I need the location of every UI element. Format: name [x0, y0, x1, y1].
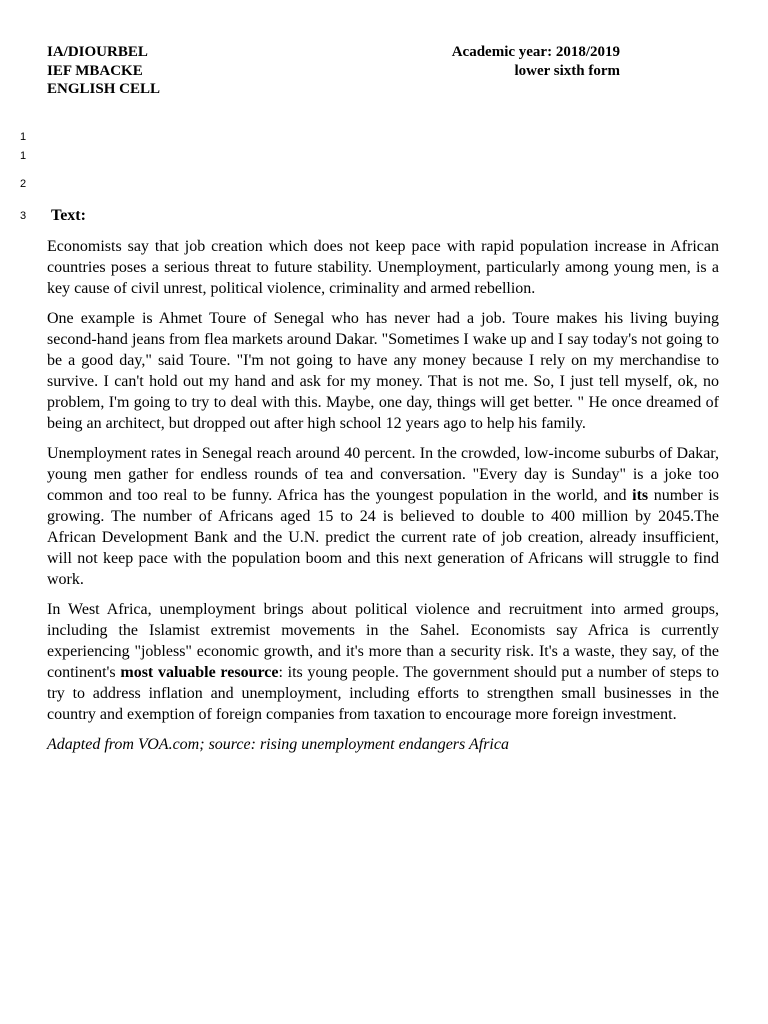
header-inspection-academy: IA/DIOURBEL [47, 44, 148, 60]
header-ief: IEF MBACKE [47, 62, 143, 79]
margin-number: 1 [20, 131, 27, 143]
paragraph-4-text: In West Africa, unemployment brings about political violence and recruitment into armed groups, including the Islamist extremist movements in the Sahel. Economists say Africa is currently experiencing "jobless" economic growth, and it's more than a security risk. It's a waste, they say, of the continent's [47, 601, 719, 681]
text-label: Text: [51, 207, 86, 224]
header-cell: ENGLISH CELL [47, 81, 160, 97]
header-right [452, 43, 620, 80]
header-academic-year: Academic year: 2018/2019 [451, 44, 620, 60]
margin-number: 2 [20, 178, 27, 190]
reading-passage [47, 236, 719, 764]
margin-number: 3 [20, 210, 27, 222]
paragraph-3-text: Unemployment rates in Senegal reach around 40 percent. In the crowded, low-income suburbs of Dakar, young men gather for endless rounds of tea and conversation. "Every day is Sunday" is a joke too common and too real to be funny. Africa has the youngest population in the world, and [47, 445, 719, 504]
paragraph-4 [47, 599, 719, 725]
paragraph-4-text: : its young people. The government should put a number of steps to try to address inflation and unemployment, including efforts to strengthen small businesses in the country and exemption of foreign companies from taxation to encourage more foreign investment. [47, 664, 719, 723]
source-citation: Adapted from VOA.com; source: rising unemployment endangers Africa [47, 736, 509, 753]
margin-number: 1 [20, 150, 27, 162]
paragraph-4-bold: most valuable resource [120, 664, 279, 681]
paragraph-3 [47, 443, 719, 590]
header-class: lower sixth form [514, 62, 620, 79]
paragraph-3-text: number is growing. The number of Africans aged 15 to 24 is believed to double to 400 million by 2045.The African Development Bank and the U.N. predict the current rate of job creation, already insufficient, will not keep pace with the population boom and this next generation of Africans will struggle to find work. [47, 487, 719, 588]
header-left [47, 43, 160, 99]
paragraph-3-bold: its [632, 487, 649, 504]
paragraph-2: One example is Ahmet Toure of Senegal who has never had a job. Toure makes his living buying second-hand jeans from flea markets around Dakar. "Sometimes I wake up and I say today's not going to be a good day," said Toure. "I'm not going to have any money because I rely on my merchandise to survive. I can't hold out my hand and ask for my money. That is not me. So, I just tell myself, ok, no problem, I'm going to try to deal with this. Maybe, one day, things will get better. " He once dreamed of being an architect, but dropped out after high school 12 years ago to help his family. [47, 310, 719, 432]
paragraph-1: Economists say that job creation which does not keep pace with rapid population increase in African countries poses a serious threat to future stability. Unemployment, particularly among young men, is a key cause of civil unrest, political violence, criminality and armed rebellion. [47, 238, 719, 297]
